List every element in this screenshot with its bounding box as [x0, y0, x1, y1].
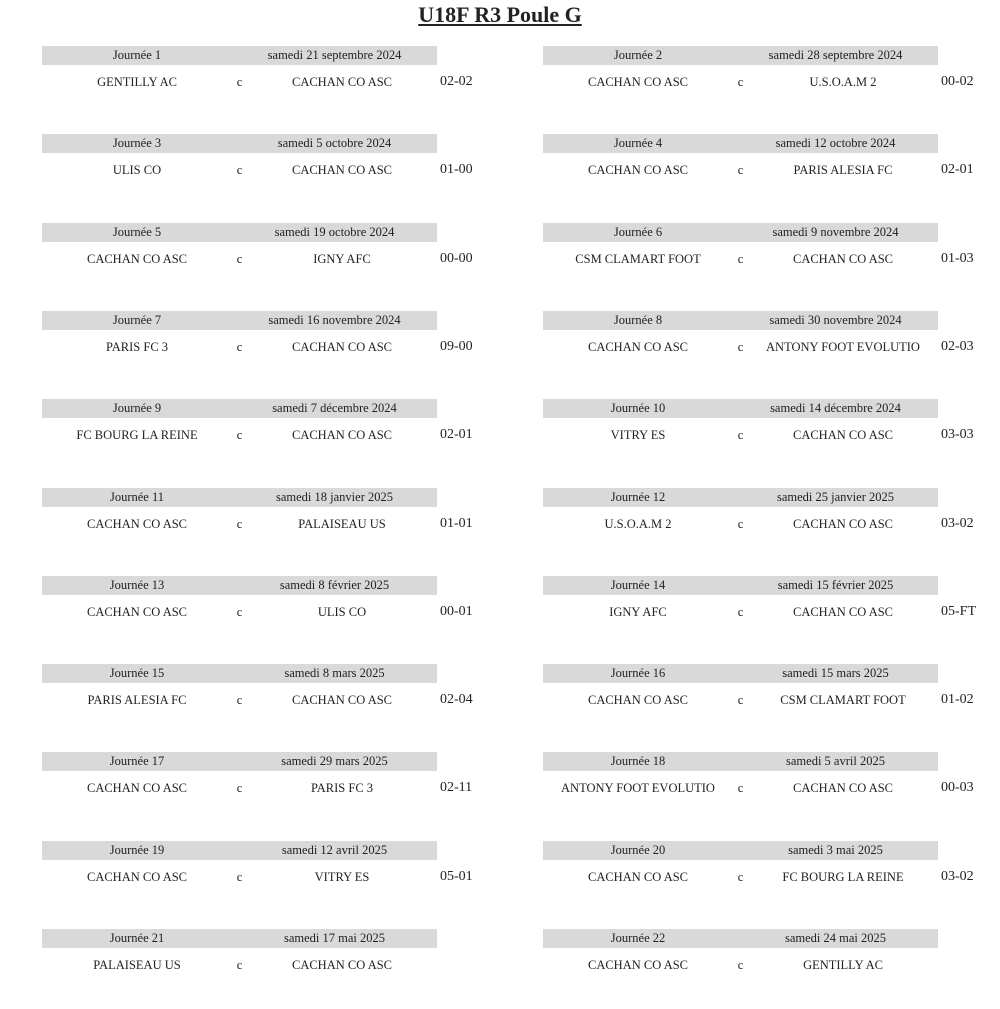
home-team: PARIS FC 3: [105, 339, 169, 354]
away-team: CACHAN CO ASC: [291, 75, 393, 89]
versus-separator: c: [236, 781, 243, 796]
match-row: [42, 424, 512, 446]
fixture-block: [42, 46, 512, 126]
away-team: CACHAN CO ASC: [291, 958, 393, 972]
round-label: Journée 4: [613, 136, 663, 151]
fixture-header: [543, 929, 938, 948]
fixture-header: [42, 488, 437, 507]
away-team: CACHAN CO ASC: [792, 428, 894, 443]
round-label: Journée 2: [613, 48, 663, 62]
home-team: ANTONY FOOT EVOLUTIO: [561, 781, 715, 796]
round-label: Journée 7: [112, 312, 162, 327]
fixture-header: [42, 46, 437, 65]
round-label: Journée 18: [610, 754, 666, 769]
match-score: 00-00: [440, 250, 473, 266]
match-row: [543, 954, 1000, 976]
match-date: samedi 12 avril 2025: [281, 842, 388, 857]
match-score: 00-02: [941, 74, 974, 89]
match-date: samedi 8 février 2025: [279, 577, 390, 592]
fixture-header: [543, 311, 938, 330]
fixture-block: [42, 664, 512, 744]
match-row: [543, 689, 1000, 711]
fixture-header: [543, 134, 938, 153]
fixture-block: [543, 752, 1000, 832]
match-date: samedi 12 octobre 2024: [775, 136, 896, 151]
fixture-header: [543, 399, 938, 418]
match-date: samedi 14 décembre 2024: [770, 401, 901, 416]
match-row: [42, 159, 512, 181]
round-label: Journée 16: [610, 666, 666, 681]
match-row: [543, 248, 1000, 270]
fixture-block: [42, 223, 512, 303]
away-team: IGNY AFC: [313, 251, 371, 266]
versus-separator: c: [236, 958, 243, 972]
match-score: 09-00: [440, 338, 473, 354]
versus-separator: c: [737, 339, 744, 354]
fixture-header: [42, 134, 437, 153]
home-team: ULIS CO: [112, 163, 162, 178]
match-date: samedi 15 mars 2025: [782, 666, 889, 681]
match-row: [543, 777, 1000, 799]
home-team: CACHAN CO ASC: [86, 781, 188, 796]
match-score: 03-03: [941, 427, 974, 443]
round-label: Journée 19: [109, 842, 165, 857]
home-team: CACHAN CO ASC: [86, 251, 188, 266]
round-label: Journée 14: [610, 577, 666, 592]
match-date: samedi 5 avril 2025: [786, 754, 885, 769]
home-team: PALAISEAU US: [93, 958, 181, 972]
match-row: [543, 601, 1000, 623]
versus-separator: c: [236, 163, 243, 178]
away-team: U.S.O.A.M 2: [809, 75, 877, 89]
fixture-block: [543, 929, 1000, 1009]
match-score: 02-04: [440, 692, 473, 708]
round-label: Journée 20: [610, 842, 666, 857]
fixture-header: [42, 223, 437, 242]
fixture-header: [543, 841, 938, 860]
match-date: samedi 9 novembre 2024: [772, 224, 899, 239]
away-team: CACHAN CO ASC: [291, 693, 393, 708]
match-date: samedi 29 mars 2025: [281, 754, 388, 769]
away-team: CACHAN CO ASC: [291, 339, 393, 354]
match-row: [42, 954, 512, 976]
fixture-block: [543, 576, 1000, 656]
fixture-block: [42, 134, 512, 214]
match-row: [42, 336, 512, 358]
away-team: CACHAN CO ASC: [792, 604, 894, 619]
fixture-block: [543, 488, 1000, 568]
round-label: Journée 13: [109, 577, 165, 592]
fixture-header: [543, 46, 938, 65]
away-team: CACHAN CO ASC: [792, 781, 894, 796]
match-score: 00-03: [941, 780, 974, 796]
fixture-header: [543, 488, 938, 507]
home-team: FC BOURG LA REINE: [76, 428, 198, 443]
match-row: [42, 71, 512, 93]
home-team: CACHAN CO ASC: [587, 869, 689, 884]
match-date: samedi 25 janvier 2025: [777, 489, 894, 504]
versus-separator: c: [737, 869, 744, 884]
away-team: GENTILLY AC: [803, 958, 883, 972]
fixture-header: [543, 576, 938, 595]
versus-separator: c: [236, 428, 243, 443]
match-date: samedi 8 mars 2025: [284, 666, 385, 681]
fixture-block: [42, 929, 512, 1009]
fixture-block: [543, 664, 1000, 744]
match-date: samedi 18 janvier 2025: [276, 489, 393, 504]
fixture-header: [543, 752, 938, 771]
match-date: samedi 21 septembre 2024: [267, 48, 402, 62]
fixture-block: [42, 841, 512, 921]
away-team: PARIS FC 3: [310, 781, 374, 796]
match-score: 00-01: [440, 603, 473, 619]
fixture-header: [42, 576, 437, 595]
versus-separator: c: [737, 428, 744, 443]
round-label: Journée 5: [112, 224, 162, 239]
home-team: U.S.O.A.M 2: [604, 516, 672, 531]
fixture-block: [42, 311, 512, 391]
away-team: ANTONY FOOT EVOLUTIO: [766, 339, 920, 354]
versus-separator: c: [236, 516, 243, 531]
fixture-block: [543, 311, 1000, 391]
match-row: [42, 248, 512, 270]
away-team: CSM CLAMART FOOT: [780, 693, 906, 708]
away-team: CACHAN CO ASC: [792, 516, 894, 531]
home-team: CACHAN CO ASC: [587, 163, 689, 178]
home-team: CACHAN CO ASC: [587, 693, 689, 708]
fixture-block: [543, 134, 1000, 214]
fixture-header: [543, 223, 938, 242]
fixture-block: [543, 223, 1000, 303]
fixture-block: [543, 46, 1000, 126]
away-team: VITRY ES: [314, 869, 370, 884]
fixture-header: [42, 752, 437, 771]
away-team: ULIS CO: [317, 604, 367, 619]
versus-separator: c: [737, 693, 744, 708]
match-date: samedi 19 octobre 2024: [274, 224, 395, 239]
match-row: [543, 866, 1000, 888]
versus-separator: c: [236, 693, 243, 708]
home-team: CACHAN CO ASC: [86, 604, 188, 619]
match-row: [42, 513, 512, 535]
versus-separator: c: [737, 781, 744, 796]
fixture-block: [42, 576, 512, 656]
fixture-block: [543, 399, 1000, 479]
match-score: 05-01: [440, 868, 473, 884]
match-score: 05-FT: [941, 603, 976, 619]
versus-separator: c: [236, 251, 243, 266]
fixture-block: [42, 488, 512, 568]
round-label: Journée 1: [112, 48, 162, 62]
match-date: samedi 24 mai 2025: [784, 931, 887, 945]
home-team: CACHAN CO ASC: [587, 75, 689, 89]
versus-separator: c: [236, 604, 243, 619]
versus-separator: c: [236, 75, 243, 89]
match-score: 02-11: [440, 780, 473, 796]
match-score: 01-03: [941, 250, 974, 266]
away-team: PALAISEAU US: [298, 516, 386, 531]
match-score: 01-02: [941, 692, 974, 708]
match-row: [42, 866, 512, 888]
versus-separator: c: [737, 516, 744, 531]
away-team: CACHAN CO ASC: [291, 428, 393, 443]
match-date: samedi 15 février 2025: [777, 577, 894, 592]
match-row: [42, 689, 512, 711]
fixture-header: [543, 664, 938, 683]
match-row: [543, 513, 1000, 535]
match-score: 02-01: [440, 427, 473, 443]
round-label: Journée 9: [112, 401, 162, 416]
round-label: Journée 10: [610, 401, 666, 416]
home-team: CACHAN CO ASC: [86, 869, 188, 884]
round-label: Journée 6: [613, 224, 663, 239]
match-date: samedi 17 mai 2025: [283, 931, 386, 945]
match-row: [543, 336, 1000, 358]
page-title: U18F R3 Poule G: [418, 2, 582, 27]
fixture-header: [42, 664, 437, 683]
home-team: CACHAN CO ASC: [86, 516, 188, 531]
match-score: 03-02: [941, 868, 974, 884]
match-row: [543, 424, 1000, 446]
match-score: 01-00: [440, 162, 473, 178]
fixture-block: [42, 752, 512, 832]
fixture-header: [42, 399, 437, 418]
away-team: CACHAN CO ASC: [291, 163, 393, 178]
home-team: PARIS ALESIA FC: [87, 693, 187, 708]
match-row: [543, 71, 1000, 93]
fixture-header: [42, 311, 437, 330]
match-score: 01-01: [440, 515, 473, 531]
versus-separator: c: [236, 869, 243, 884]
round-label: Journée 15: [109, 666, 165, 681]
round-label: Journée 22: [610, 931, 666, 945]
match-date: samedi 5 octobre 2024: [277, 136, 392, 151]
away-team: PARIS ALESIA FC: [793, 163, 893, 178]
home-team: CACHAN CO ASC: [587, 958, 689, 972]
match-row: [543, 159, 1000, 181]
round-label: Journée 3: [112, 136, 162, 151]
fixture-header: [42, 929, 437, 948]
fixture-block: [42, 399, 512, 479]
home-team: IGNY AFC: [609, 604, 667, 619]
match-row: [42, 601, 512, 623]
away-team: FC BOURG LA REINE: [782, 869, 904, 884]
versus-separator: c: [737, 604, 744, 619]
match-date: samedi 7 décembre 2024: [272, 401, 397, 416]
match-date: samedi 3 mai 2025: [788, 842, 883, 857]
home-team: CACHAN CO ASC: [587, 339, 689, 354]
home-team: VITRY ES: [610, 428, 666, 443]
fixture-block: [543, 841, 1000, 921]
versus-separator: c: [737, 251, 744, 266]
versus-separator: c: [236, 339, 243, 354]
match-date: samedi 28 septembre 2024: [768, 48, 903, 62]
match-date: samedi 16 novembre 2024: [268, 312, 401, 327]
versus-separator: c: [737, 75, 744, 89]
match-score: 02-03: [941, 338, 974, 354]
round-label: Journée 17: [109, 754, 165, 769]
match-score: 02-02: [440, 74, 473, 89]
round-label: Journée 21: [109, 931, 165, 945]
home-team: GENTILLY AC: [97, 75, 177, 89]
match-date: samedi 30 novembre 2024: [769, 312, 902, 327]
match-row: [42, 777, 512, 799]
fixture-header: [42, 841, 437, 860]
away-team: CACHAN CO ASC: [792, 251, 894, 266]
versus-separator: c: [737, 163, 744, 178]
match-score: 03-02: [941, 515, 974, 531]
versus-separator: c: [737, 958, 744, 972]
home-team: CSM CLAMART FOOT: [575, 251, 701, 266]
round-label: Journée 8: [613, 312, 663, 327]
match-score: 02-01: [941, 162, 974, 178]
round-label: Journée 12: [610, 489, 666, 504]
round-label: Journée 11: [109, 489, 165, 504]
